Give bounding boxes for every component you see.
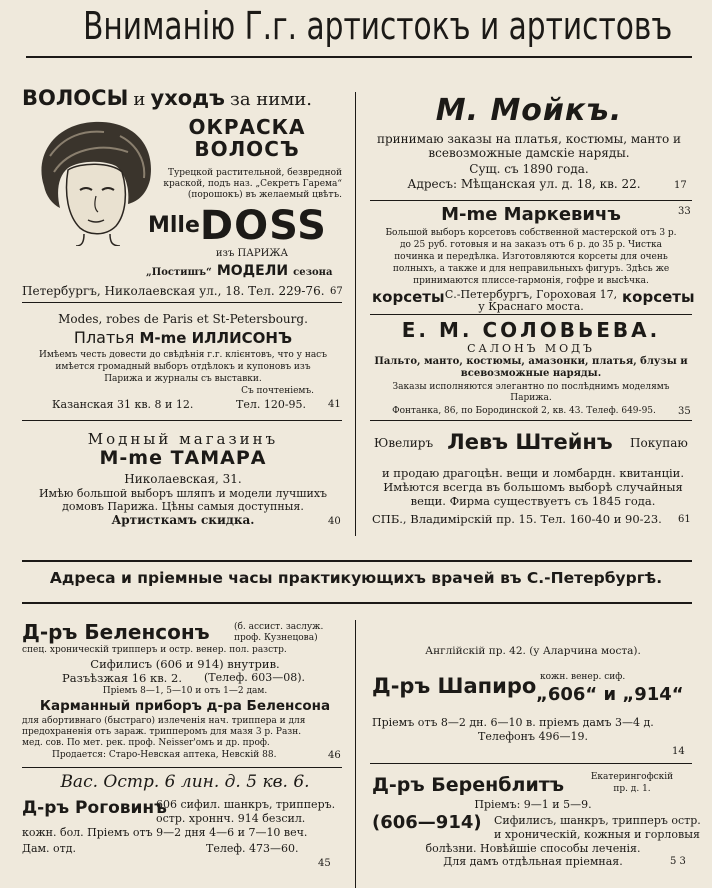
rule-moik — [370, 200, 692, 201]
doss-address: Петербургъ, Николаевская ул., 18. Тел. 229-76. — [22, 284, 325, 298]
belenson-ad-number: 46 — [328, 750, 341, 761]
ad-rogovin — [22, 772, 348, 872]
rogovin-text-3: кожн. бол. Пріемъ отъ 9—2 дня 4—6 и 7—10 веч. — [22, 826, 308, 839]
belenson-tel: (Телеф. 603—08). — [204, 671, 306, 684]
moik-ad-number: 17 — [674, 180, 687, 191]
markevich-corsets-right: корсеты — [622, 288, 695, 306]
berenblit-ad-number: 5 3 — [670, 856, 686, 867]
doss-name-block — [148, 204, 327, 248]
solovieva-text-3: Заказы исполняются элегантно по послѣднимъ моделямъ — [392, 382, 670, 392]
shapiro-hours: Пріемъ отъ 8—2 дн. 6—10 в. пріемъ дамъ 3—4 д. — [372, 716, 654, 729]
rogovin-text-2: остр. хроннч. 914 безсил. — [156, 812, 306, 825]
markevich-corsets-left: корсеты — [372, 288, 445, 306]
tamara-street: Николаевская, 31. — [124, 472, 242, 486]
markevich-text-4: полныхъ, а также и для неправильныхъ фигуръ. Здѣсь же — [392, 264, 670, 274]
ad-shapiro — [370, 646, 696, 761]
rule-markevich — [370, 314, 692, 315]
belenson-text-1: спец. хроническій трипперъ и остр. венер. пол. разстр. — [22, 645, 287, 655]
moik-text-1: принимаю заказы на платья, костюмы, манто и — [376, 132, 681, 146]
belenson-device: Карманный приборъ д-ра Беленсона — [39, 698, 331, 714]
illison-line2 — [22, 328, 344, 347]
belenson-text-2: Сифилисъ (606 и 914) внутрив. — [90, 657, 280, 671]
rule-belenson — [22, 767, 342, 768]
rogovin-street: Вас. Остр. 6 лин. д. 5 кв. 6. — [60, 772, 310, 792]
markevich-address-2: у Краснаго моста. — [478, 300, 584, 313]
doctors-rule-bottom — [22, 602, 692, 604]
ad-illison — [22, 312, 344, 412]
doss-desc-1: Турецкой растительной, безвредной — [167, 168, 342, 178]
berenblit-text-1: Сифилисъ, шанкръ, трипперъ остр. — [494, 814, 701, 827]
ad-stein — [370, 428, 696, 528]
shapiro-tel: Телефонъ 496—19. — [478, 730, 588, 743]
header-rule — [26, 56, 692, 58]
berenblit-hours: Пріемъ: 9—1 и 5—9. — [474, 798, 592, 811]
markevich-address-1: С.-Петербургъ, Гороховая 17, — [444, 288, 618, 301]
ad-berenblit — [370, 768, 701, 878]
tamara-text-1: Имѣю большой выборъ шляпъ и модели лучшихъ — [38, 487, 328, 500]
tamara-text-2: домовъ Парижа. Цѣны самыя доступныя. — [62, 500, 304, 513]
rule-doss — [22, 302, 342, 303]
shapiro-numbers: „606“ и „914“ — [536, 684, 684, 705]
stein-text-2: Имѣются всегда въ большомъ выборѣ случайныя — [383, 480, 683, 494]
tamara-ad-number: 40 — [328, 516, 341, 527]
illison-text-1: Имѣемъ честь довести до свѣдѣнія г.г. клієнтовъ, что у насъ — [39, 350, 327, 360]
moik-since: Сущ. съ 1890 года. — [469, 162, 589, 176]
illison-respect: Съ почтеніемъ. — [241, 386, 314, 396]
shapiro-name: Д-ръ Шапиро — [372, 674, 537, 698]
moik-address: Адресъ: Мѣщанская ул. д. 18, кв. 22. — [407, 177, 641, 191]
markevich-text-2: до 25 руб. готовыя и на заказъ отъ 6 р. до 35 р. Чистка — [399, 240, 663, 250]
rogovin-ad-number: 45 — [318, 858, 331, 869]
illison-name: M-me ИЛЛИСОНЪ — [139, 329, 293, 347]
rule-solovieva — [370, 420, 692, 421]
tamara-name: M-me ТАМАРА — [99, 447, 267, 469]
solovieva-name: Е. М. СОЛОВЬЕВА. — [401, 318, 661, 342]
stein-buy: Покупаю — [630, 436, 688, 450]
solovieva-salon: САЛОНЪ МОДЪ — [467, 342, 595, 355]
illison-tel: Тел. 120-95. — [236, 398, 307, 411]
moik-text-2: всевозможные дамскіе наряды. — [428, 146, 630, 160]
column-divider-bottom — [355, 620, 356, 888]
doss-ad-number: 67 — [330, 286, 343, 297]
solovieva-address: Фонтанка, 86, по Бородинской 2, кв. 43. Телеф. 649-95. — [392, 406, 656, 416]
rogovin-name: Д-ръ Роговинъ — [22, 798, 167, 818]
solovieva-text-4: Парижа. — [510, 393, 552, 403]
doss-title-and: и — [133, 89, 146, 110]
berenblit-address-2: пр. д. 1. — [613, 784, 651, 794]
doss-models: МОДЕЛИ — [216, 263, 289, 279]
stein-name: Левъ Штейнъ — [447, 430, 613, 454]
solovieva-text-2: всевозможные наряды. — [460, 368, 602, 379]
doss-title — [22, 86, 342, 110]
ad-solovieva — [366, 318, 696, 418]
berenblit-numbers: (606—914) — [372, 812, 482, 833]
solovieva-ad-number: 35 — [678, 406, 691, 417]
illison-text-3: Парижа и журналы съ выставки. — [104, 374, 262, 384]
column-divider-top — [355, 92, 356, 536]
berenblit-text-3: болѣзни. Новѣйшіе способы леченія. — [425, 842, 641, 855]
page-header — [0, 2, 712, 52]
rule-shapiro — [370, 763, 692, 764]
ad-doss — [22, 86, 342, 336]
solovieva-text-1: Пальто, манто, костюмы, амазонки, платья, блузы и — [374, 356, 688, 367]
doctors-header: Адреса и пріемные часы практикующихъ врачей въ С.-Петербургѣ. — [49, 569, 663, 587]
doss-title-care: уходъ — [150, 86, 225, 110]
ad-belenson — [22, 620, 348, 765]
belenson-text-5: мед. сов. По мет. рек. проф. Neisser'омъ и др. проф. — [22, 738, 270, 748]
berenblit-text-2: и хроническій, кожныя и горловыя — [494, 828, 700, 841]
rogovin-ladies: Дам. отд. — [22, 842, 77, 855]
belenson-note-1: (б. ассист. заслуж. — [234, 622, 324, 632]
doss-name: DOSS — [199, 203, 327, 249]
shapiro-address: Англійскій пр. 42. (у Аларчина моста). — [425, 645, 641, 657]
shapiro-specialty: кожн. венер. сиф. — [540, 672, 626, 682]
markevich-text-3: починка и передѣлка. Изготовляются корсеты для очень — [394, 252, 668, 262]
rule-illison — [22, 420, 342, 421]
belenson-name: Д-ръ Беленсонъ — [22, 620, 210, 644]
doss-title-them: за ними. — [230, 89, 312, 110]
markevich-name: M-me Маркевичъ — [441, 204, 621, 225]
stein-text-3: вещи. Фирма существуетъ съ 1845 года. — [410, 494, 656, 508]
illison-dresses: Платья — [73, 328, 135, 347]
tamara-line1: Модный магазинъ — [87, 430, 279, 448]
belenson-text-3: для абортивнаго (быстраго) излеченія нач. триппера и для — [22, 716, 306, 726]
doss-postish: „Постишъ“ — [146, 267, 212, 278]
doctors-rule-top — [22, 560, 692, 562]
shapiro-ad-number: 14 — [672, 746, 685, 757]
illison-address: Казанская 31 кв. 8 и 12. — [52, 398, 194, 411]
stein-text-1: и продаю драгоцѣн. вещи и ломбардн. квитанціи. — [381, 466, 684, 480]
tamara-discount: Артисткамъ скидка. — [111, 513, 255, 527]
berenblit-name: Д-ръ Беренблитъ — [372, 774, 565, 796]
belenson-address: Разъѣзжая 16 кв. 2. — [62, 671, 182, 685]
belenson-hours: Пріемъ 8—1, 5—10 и отъ 1—2 дам. — [102, 686, 268, 696]
rogovin-tel: Телеф. 473—60. — [206, 842, 299, 855]
moik-name: М. Мойкъ. — [435, 93, 623, 128]
doss-season: сезона — [293, 267, 333, 278]
illison-ad-number: 41 — [328, 399, 341, 410]
markevich-text-5: принимаются плиссе-гармонія, гофре и высѣчка. — [413, 276, 649, 286]
doss-title-hair: ВОЛОСЫ — [22, 86, 129, 110]
illison-line1: Modes, robes de Paris et St-Petersbourg. — [58, 312, 308, 326]
berenblit-address-1: Екатерингофскій — [590, 772, 674, 782]
markevich-text-1: Большой выборъ корсетовъ собственной мастерской отъ 3 р. — [385, 228, 677, 238]
ad-markevich — [366, 204, 696, 312]
ad-tamara — [22, 430, 344, 530]
illison-text-2: имѣется громадный выборъ отдѣлокъ и купоновъ изъ — [55, 362, 311, 372]
doss-mlle: Mlle — [148, 213, 200, 238]
markevich-ad-number: 33 — [678, 206, 691, 217]
doss-models-line — [146, 260, 346, 279]
page-header-text: Вниманію Г.г. артистокъ и артистовъ — [83, 4, 673, 48]
stein-address: СПБ., Владимірскій пр. 15. Тел. 160-40 и 90-23. — [372, 512, 662, 526]
berenblit-ladies: Для дамъ отдѣльная пріемная. — [443, 855, 623, 868]
rogovin-text-1: 606 сифил. шанкръ, трипперъ. — [156, 798, 336, 811]
belenson-sold: Продается: Старо-Невская аптека, Невскій 88. — [52, 750, 277, 760]
ad-moik — [364, 94, 694, 194]
stein-ad-number: 61 — [678, 514, 691, 525]
doss-coloring-1: ОКРАСКА — [188, 115, 306, 139]
belenson-note-2: проф. Кузнецова) — [234, 633, 318, 643]
doss-desc-3: (порошокъ) въ желаемый цвѣтъ. — [187, 190, 342, 200]
belenson-text-4: предохраненія отъ зараж. трипперомъ для мазя 3 р. Разн. — [22, 727, 302, 737]
doss-coloring-2: ВОЛОСЪ — [194, 137, 300, 161]
stein-jeweler: Ювелиръ — [374, 436, 434, 450]
doss-from-paris: изъ ПАРИЖА — [215, 248, 289, 259]
doss-desc-2: краской, подъ наз. „Секретъ Гарема“ — [163, 179, 342, 189]
